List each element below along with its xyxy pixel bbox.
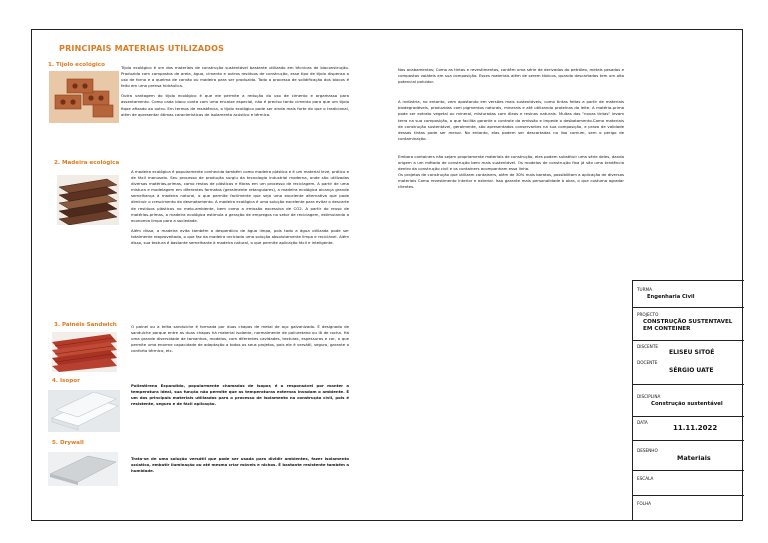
- section-text-paineis: [131, 324, 349, 358]
- title-block-escala: [633, 470, 744, 495]
- paragraph: A madeira ecológica é popularmente conhecida também como madeira plástica e é um material leve, prático e de fácil manuseio. Seu processo de produção surgiu da tecnologia industrial moderna, onde são utilizadas diversas matérias-primas, como restos de plásticos e fibras em um processo de reciclagem. A partir de uma mistura e modelagem em diferentes formatos (geralmente retangulares), a madeira ecológica alcança grande semelhança à madeira natural, o que permite facilmente que seja uma excelente alternativa que pode diminuir o crescimento do desmatamento. A madeira ecológica é uma solução excelente para evitar o descarte de resíduos plásticos no meio-ambiente, bem como a emissão excessiva de CO2. A partir do reuso de matérias-primas, a madeira ecológica estimula a geração de empregos no setor de reciclagem, estimulando a economia limpa para a sociedade.: [131, 169, 349, 223]
- right-column-text: [398, 67, 624, 195]
- paragraph: Além disso, a madeira evita também o desperdício de água limpa, pois todo a água utilizada pode ser totalmente reaproveitada, o que faz da madeira reciclada uma solução absolutamente limpa e reciclável. Além disso, sua textura é bastante semelhante à madeira natural, o que permite aplicação fácil e inteligente.: [131, 227, 349, 246]
- ecological-brick-photo: [49, 71, 119, 123]
- docente-value: SÉRGIO UATE: [669, 367, 714, 374]
- section-text-isopor: [131, 383, 349, 411]
- disciplina-label: DISCIPLINA: [637, 394, 661, 399]
- paragraph: Poliestireno Expandido, popularmente chamadas de Isopor, é o responsável por manter a temperatura ideal, sua função não permite que as temperaturas externas invadam o ambiente. É um dos principais materiais utilizados para o processo de isolamento na construção civil, pois é resistente, seguro e de fácil aplicação.: [131, 383, 349, 407]
- section-heading-isopor: 4. Isopor: [52, 378, 80, 384]
- paragraph: A indústria, no entanto, vem apostando em versões mais sustentáveis, como tintas feitas a partir de materiais biodegradáveis, produzidas com pigmentos naturais, minerais e até utilizando proteínas do leite. A matéria-prima pode ser extrato vegetal ou mineral, misturadas com óleos e resinas naturais. Muitas das "novas tintas" levam terra na sua composição, o que facilita garante o controle da emissão e impede o desbotamento.Como materiais de construção sustentável, geralmente, são apresentados conservantes na sua composição, e prazo de validade dessas tintas pode ser menor. No entanto, elas podem ser descartadas no lixo comum, sem o perigo de contaminação.: [398, 99, 624, 141]
- discente-value: ELISEU SITOÉ: [669, 349, 715, 356]
- paragraph: Os projetos de construção que utilizam containers, além de 30% mais baratos, possibilitam a aplicação de diversos materiais Como revestimento interior e exterior. Isso garante mais personalidade à obra, o que costuma agradar clientes.: [398, 172, 624, 190]
- desenho-value: Materiais: [677, 454, 711, 462]
- turma-value: Engenharia Civil: [647, 294, 695, 300]
- paragraph: Nos acabamentos; Como as tintas e revestimentos, contêm uma série de derivados do petróleo, metais pesados e compostos voláteis em sua composição. Esses materiais além de serem tóxicos, quando descartados tem um alto potencial poluidor.: [398, 67, 624, 85]
- ecological-wood-planks-photo: [57, 175, 119, 225]
- paragraph: Embora containers não sejam propriamente materiais de construção, eles podem substituir uma série deles, dando origem a um método de construção bem mais sustentável. Os modelos de construção fixa já são uma tendência dentro da construção civil e os containers acompanham essa linha.: [398, 153, 624, 172]
- page-title: PRINCIPAIS MATERIAIS UTILIZADOS: [59, 44, 225, 53]
- folha-label: FOLHA: [637, 501, 652, 506]
- section-text-tijolo: [121, 65, 349, 122]
- section-heading-drywall: 5. Drywall: [52, 440, 84, 446]
- section-heading-madeira: 2. Madeira ecológica: [54, 160, 120, 166]
- title-block-data: [633, 416, 744, 440]
- escala-label: ESCALA: [637, 476, 654, 481]
- desenho-label: DESENHO: [637, 448, 658, 453]
- paragraph: Tijolo ecológico é um dos materiais de construção sustentável bastante utilizado em técnicas de bioconstrução. Produzido com compostos de areia, água, cimento e outros resíduos de construção, esse tipo de tijolo dispensa o uso de forno e a queima de carvão ou madeira para ser produzido. Todo o processo de solidificação dos blocos é feito em uma prensa hidráulica.: [121, 65, 349, 89]
- paragraph: Outra vantagem do tijolo ecológico é que ele permite a redução do uso de cimento e argamassa para assentamento. Como cada bloco conta com uma encaixe especial, não é preciso tanto cimento para que um tijolo fique afixado ao outro. Em termos de resistência, o tijolo ecológico pode ser ainda mais forte do que o tradicional, além de apresentar ótimas características de isolamento acústico e térmico.: [121, 93, 349, 117]
- projecto-label: PROJECTO: [637, 312, 659, 317]
- sandwich-panels-photo: [52, 332, 117, 372]
- paragraph: O painel ou a telha sanduíche é formada por duas chapas de metal de aço galvanizado. É designado de sanduíche porque entre as duas chapas há material isolante, normalmente de poliuretano ou lã de rocha. Há uma grande diversidade de tamanhos, modelos, com diferentes cavidades, texturas, espessuras e cor, o que permite uma enorme capacidade de adaptação a todos os seus projetos, pois ele é versátil, seguro, garante o conforto térmico, etc.: [131, 324, 349, 354]
- section-heading-tijolo: 1. Tijolo ecológico: [48, 62, 105, 68]
- title-block-disciplina: [633, 384, 744, 416]
- discente-label: DISCENTE: [637, 344, 659, 349]
- isopor-sheets-photo: [48, 390, 120, 432]
- title-block-turma: [633, 280, 744, 307]
- disciplina-value: Construção sustentável: [651, 401, 723, 407]
- section-text-drywall: [131, 456, 349, 478]
- drywall-board-photo: [48, 452, 118, 486]
- title-block-discente-docente: [633, 340, 744, 384]
- data-value: 11.11.2022: [673, 424, 718, 432]
- data-label: DATA: [637, 420, 648, 425]
- docente-label: DOCENTE: [637, 360, 658, 365]
- section-heading-paineis: 3. Painéis Sandwich: [54, 322, 117, 328]
- title-block-projecto: [633, 307, 744, 340]
- turma-label: TURMA: [637, 287, 653, 292]
- title-block: [632, 280, 743, 521]
- title-block-folha: [633, 495, 744, 521]
- section-text-madeira: [131, 169, 349, 250]
- paragraph: Trata-se de uma solução versátil que pode ser usada para dividir ambientes, fazer isolamento acústico, embutir iluminação ou até mesmo criar móveis e nichos. É bastante resistente também a humidade.: [131, 456, 349, 474]
- projecto-value: CONSTRUÇÃO SUSTENTAVEL EM CONTEINER: [643, 319, 733, 332]
- title-block-desenho: [633, 440, 744, 470]
